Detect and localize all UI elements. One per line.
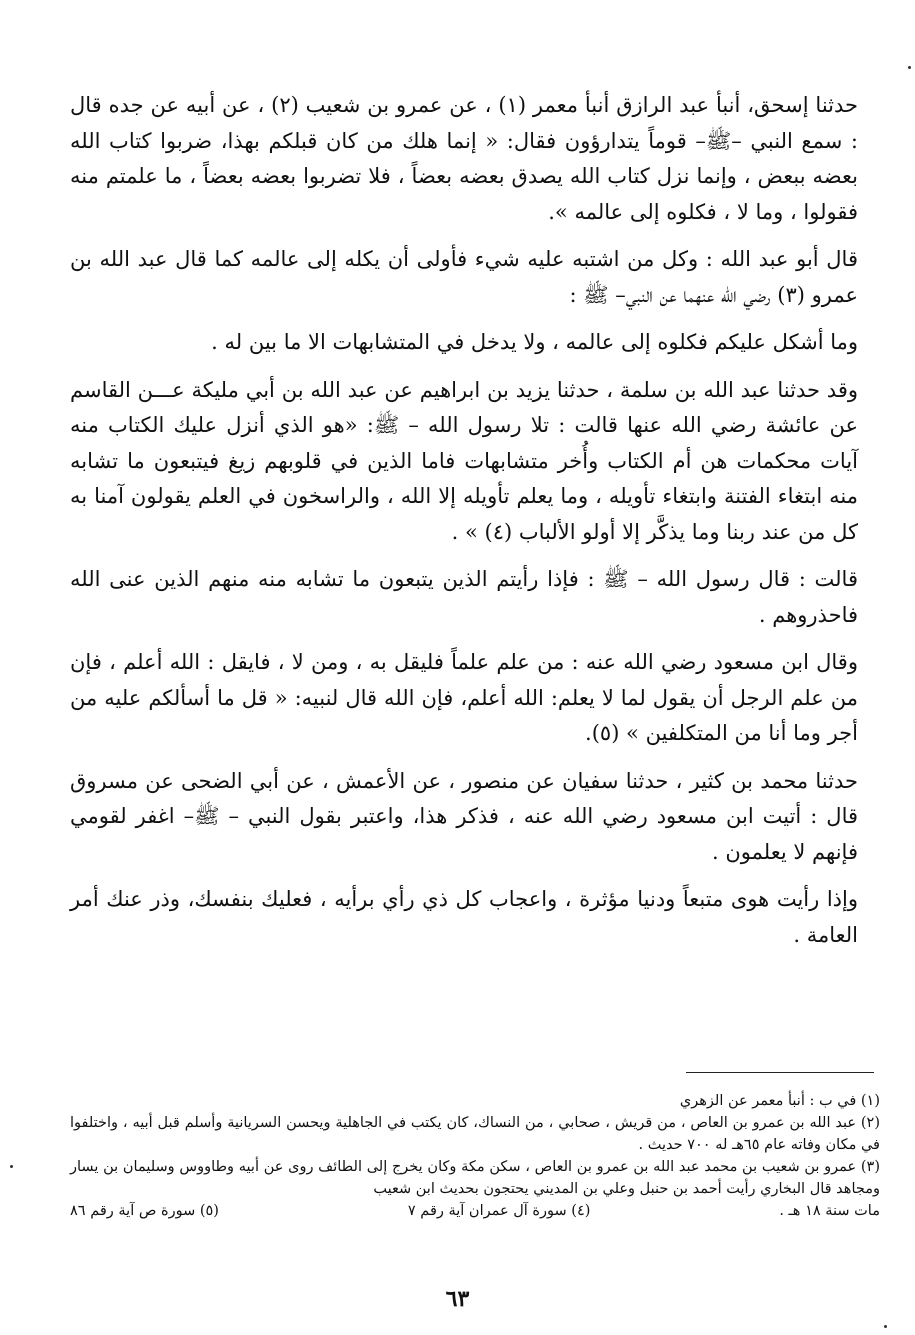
paragraph-qalat: قالت : قال رسول الله – ﷺ : فإذا رأيتم الذين يتبعون ما تشابه منه منهم الذين عنى الله فاحذروهم . — [70, 567, 858, 627]
paragraph-muhammad-kathir: حدثنا محمد بن كثير ، حدثنا سفيان عن منصور ، عن الأعمش ، عن أبي الضحى عن مسروق قال : أتيت ابن مسعود رضي الله عنه ، فذكر هذا، واعتبر بقول النبي – ﷺ– اغفر لقومي فإنهم لا يعلمون . — [70, 768, 858, 864]
scan-speck — [908, 66, 911, 69]
paragraph-hadith-ishaq: حدثنا إسحق، أنبأ عبد الرازق أنبأ معمر (١) ، عن عمرو بن شعيب (٢) ، عن أبيه عن جده قال : سمع النبي –ﷺ– قوماً يتدارؤون فقال: « إنما هلك من كان قبلكم بهذا، ضربوا كتاب الله بعضه ببعض ، وإنما نزل كتاب الله يصدق بعضه بعضاً ، فلا تضربوا بعضه بعضاً ، ما علمتم منه فقولوا ، وما لا ، فكلوه إلى عالمه ». — [70, 93, 859, 224]
footnote-3: (٣) عمرو بن شعيب بن محمد عبد الله بن عمرو بن العاص ، سكن مكة وكان يخرج إلى الطائف روى عن أبيه وطاووس وسليمان بن يسار ومجاهد قال البخاري رأيت أحمد بن حنبل وعلي بن المديني يحتجون بحديث ابن شعيب — [70, 1159, 880, 1197]
footnote-2: (٢) عبد الله بن عمرو بن العاص ، من قريش ، صحابي ، من النساك، كان يكتب في الجاهلية ويحسن السريانية وأسلم قبل أبيه ، واختلفوا في مكان وفاته عام ٦٥هـ له ٧٠٠ حديث . — [70, 1115, 880, 1153]
paragraph-abu-abdullah: قال أبو عبد الله : وكل من اشتبه عليه شيء فأولى أن يكله إلى عالمه كما قال عبد الله بن عمرو (٣) رضي الله عنهما عن النبي– ﷺ : — [70, 247, 858, 307]
paragraph-aisha-hadith: وقد حدثنا عبد الله بن سلمة ، حدثنا يزيد بن ابراهيم عن عبد الله بن أبي مليكة عـــن القاسم عن عائشة رضي الله عنها قالت : تلا رسول الله – ﷺ: «هو الذي أنزل عليك الكتاب منه آيات محكمات هن أم الكتاب وأُخر متشابهات فاما الذين في قلوبهم زيغ فيتبعون ما تشابه منه ابتغاء الفتنة وابتغاء تأويله ، وما يعلم تأويله إلا الله ، والراسخون في العلم يقولون آمنا به كل من عند ربنا وما يذكَّر إلا أولو الألباب (٤) » . — [70, 377, 858, 544]
footnote-separator — [686, 1072, 874, 1073]
footnote-5: (٥) سورة ص آية رقم ٨٦ — [70, 1203, 219, 1219]
paragraph-ibn-masud: وقال ابن مسعود رضي الله عنه : من علم علماً فليقل به ، ومن لا ، فايقل : الله أعلم ، فإن من علم الرجل أن يقول لما لا يعلم: الله أعلم، فإن الله قال لنبيه: « قل ما أسألكم عليه من أجر وما أنا من المتكلفين » (٥). — [70, 650, 858, 745]
page-number: ٦٣ — [445, 1286, 470, 1312]
footnotes — [70, 1090, 880, 1222]
scan-speck — [10, 1165, 13, 1168]
main-text — [70, 88, 880, 965]
paragraph-mutashabihat: وما أشكل عليكم فكلوه إلى عالمه ، ولا يدخل في المتشابهات الا ما بين له . — [211, 330, 858, 354]
footnote-3-end: مات سنة ١٨ هـ . — [779, 1203, 880, 1219]
footnote-1: (١) في ب : أنبأ معمر عن الزهري — [679, 1093, 880, 1109]
footnote-4: (٤) سورة آل عمران آية رقم ٧ — [407, 1203, 591, 1219]
scan-speck — [884, 1325, 887, 1328]
paragraph-final: وإذا رأيت هوى متبعاً ودنيا مؤثرة ، واعجاب كل ذي رأي برأيه ، فعليك بنفسك، وذر عنك أمر العامة . — [70, 887, 858, 947]
footnote-last-line — [70, 1200, 880, 1222]
